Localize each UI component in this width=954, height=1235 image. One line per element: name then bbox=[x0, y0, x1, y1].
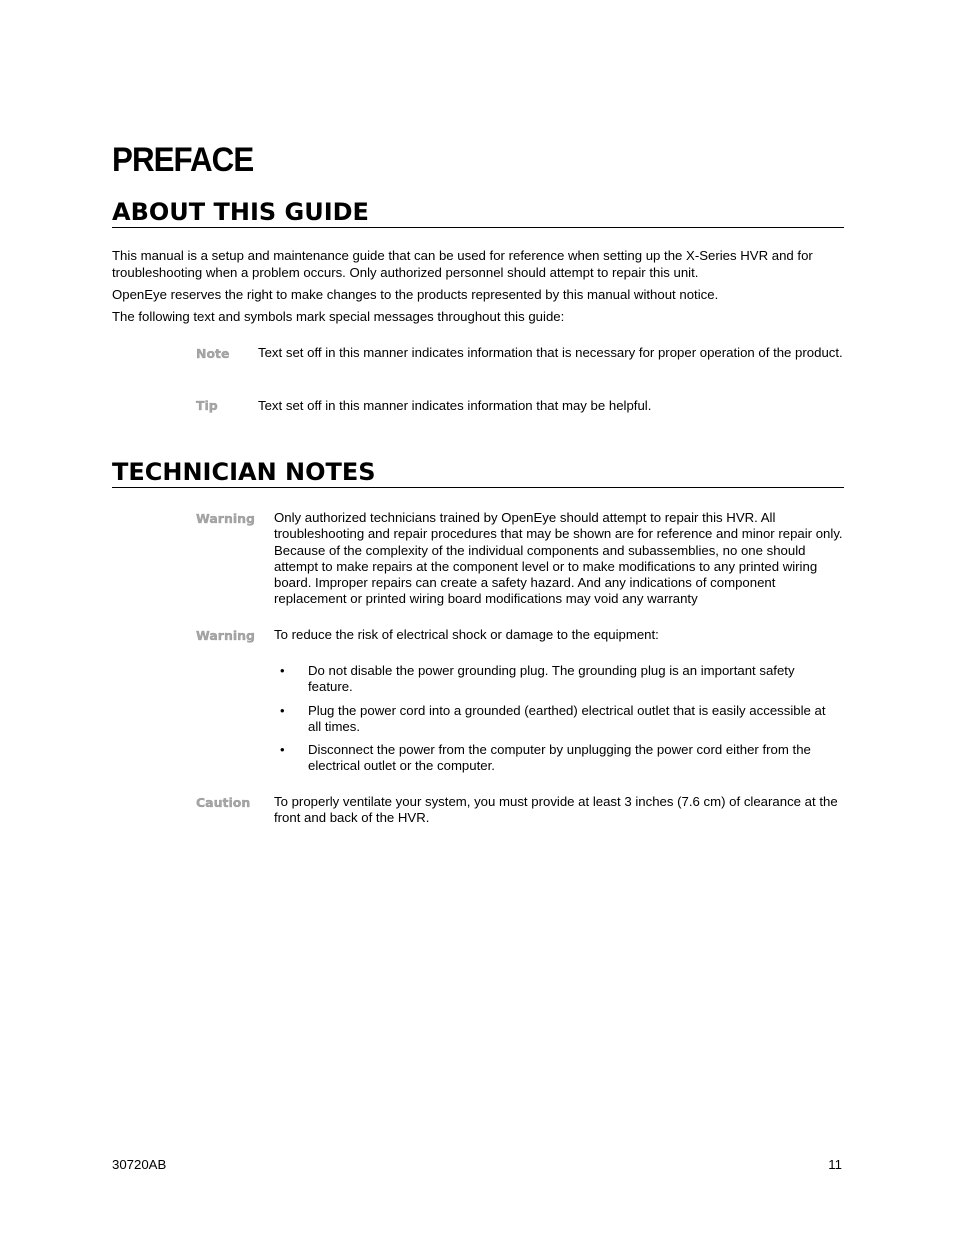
warning-label-2: Warning bbox=[196, 628, 255, 643]
bullet-icon: • bbox=[280, 703, 285, 718]
note-label: Note bbox=[196, 346, 230, 361]
footer-doc-number: 30720AB bbox=[112, 1157, 167, 1172]
note-text: Text set off in this manner indicates information that is necessary for proper operation of the product. bbox=[258, 345, 843, 360]
about-paragraph-3: The following text and symbols mark special messages throughout this guide: bbox=[112, 309, 565, 324]
tip-text: Text set off in this manner indicates information that may be helpful. bbox=[258, 398, 652, 413]
list-item-text: Disconnect the power from the computer by unplugging the power cord either from the electrical outlet or the computer. bbox=[308, 742, 811, 774]
warning-label-1: Warning bbox=[196, 511, 255, 526]
bullet-icon: • bbox=[280, 663, 285, 678]
page-title: PREFACE bbox=[112, 141, 254, 179]
bullet-icon: • bbox=[280, 742, 285, 757]
about-guide-heading: ABOUT THIS GUIDE bbox=[112, 198, 844, 228]
about-paragraph-1: This manual is a setup and maintenance guide that can be used for reference when setting up the X-Series HVR and for troubleshooting when a problem occurs. Only authorized personnel should attempt to repair this unit. bbox=[112, 248, 813, 280]
list-item-text: Do not disable the power grounding plug. The grounding plug is an important safety feature. bbox=[308, 663, 795, 695]
warning-text-1: Only authorized technicians trained by OpenEye should attempt to repair this HVR. All troubleshooting and repair procedures that may be shown are for reference and minor repair only. Because of the complexity of the individual components and subassemblies, no one should attempt to make repairs at the component level or to make modifications to any printed wiring board. Improper repairs can create a safety hazard. And any indications of component replacement or printed wiring board modifications may void any warranty bbox=[274, 510, 843, 607]
caution-text: To properly ventilate your system, you must provide at least 3 inches (7.6 cm) of clearance at the front and back of the HVR. bbox=[274, 794, 838, 826]
list-item-text: Plug the power cord into a grounded (earthed) electrical outlet that is easily accessible at all times. bbox=[308, 703, 826, 735]
caution-label: Caution bbox=[196, 795, 251, 810]
tip-label: Tip bbox=[196, 398, 218, 413]
about-paragraph-2: OpenEye reserves the right to make changes to the products represented by this manual without notice. bbox=[112, 287, 719, 302]
footer-page-number: 11 bbox=[828, 1157, 842, 1172]
warning-text-2: To reduce the risk of electrical shock or damage to the equipment: bbox=[274, 627, 659, 642]
technician-notes-heading: TECHNICIAN NOTES bbox=[112, 458, 844, 488]
